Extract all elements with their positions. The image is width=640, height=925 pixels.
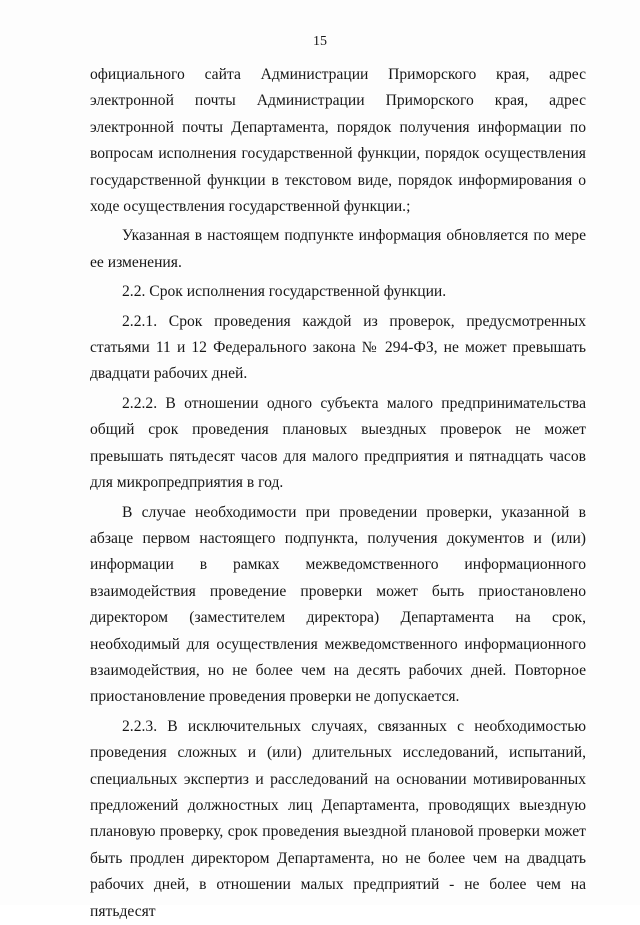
paragraph-2-2-2: 2.2.2. В отношении одного субъекта малого предпринимательства общий срок проведения плановых выездных проверок не может превышать пятьдесят часов для малого предприятия и пятнадцать часов для микропредприятия в год. (90, 394, 586, 492)
section-heading-2-2: 2.2. Срок исполнения государственной функции. (122, 283, 447, 301)
paragraph-2-2-1: 2.2.1. Срок проведения каждой из проверок, предусмотренных статьями 11 и 12 Федерального закона № 294-ФЗ, не может превышать двадцати рабочих дней. (90, 312, 586, 383)
paragraph-continuation: официального сайта Администрации Приморского края, адрес электронной почты Администрации Приморского края, адрес электронной почты Департамента, порядок получения информации по вопросам исполнения государственной функции, порядок осуществления государственной функции в текстовом виде, порядок информирования о ходе осуществления государственной функции.; (90, 66, 586, 216)
page-number: 15 (313, 34, 327, 49)
document-body (90, 62, 586, 925)
paragraph-info-update: Указанная в настоящем подпункте информация обновляется по мере ее изменения. (90, 227, 586, 271)
paragraph-2-2-3: 2.2.3. В исключительных случаях, связанных с необходимостью проведения сложных и (или) длительных исследований, испытаний, специальных экспертиз и расследований на основании мотивированных предложений должностных лиц Департамента, проводящих выездную плановую проверку, срок проведения выездной плановой проверки может быть продлен директором Департамента, но не более чем на двадцать рабочих дней, в отношении малых предприятий - не более чем на пятьдесят (90, 717, 586, 920)
paragraph-suspension: В случае необходимости при проведении проверки, указанной в абзаце первом настоящего подпункта, получения документов и (или) информации в рамках межведомственного информационного взаимодействия проведение проверки может быть приостановлено директором (заместителем директора) Департамента на срок, необходимый для осуществления межведомственного информационного взаимодействия, но не более чем на десять рабочих дней. Повторное приостановление проведения проверки не допускается. (90, 503, 586, 706)
